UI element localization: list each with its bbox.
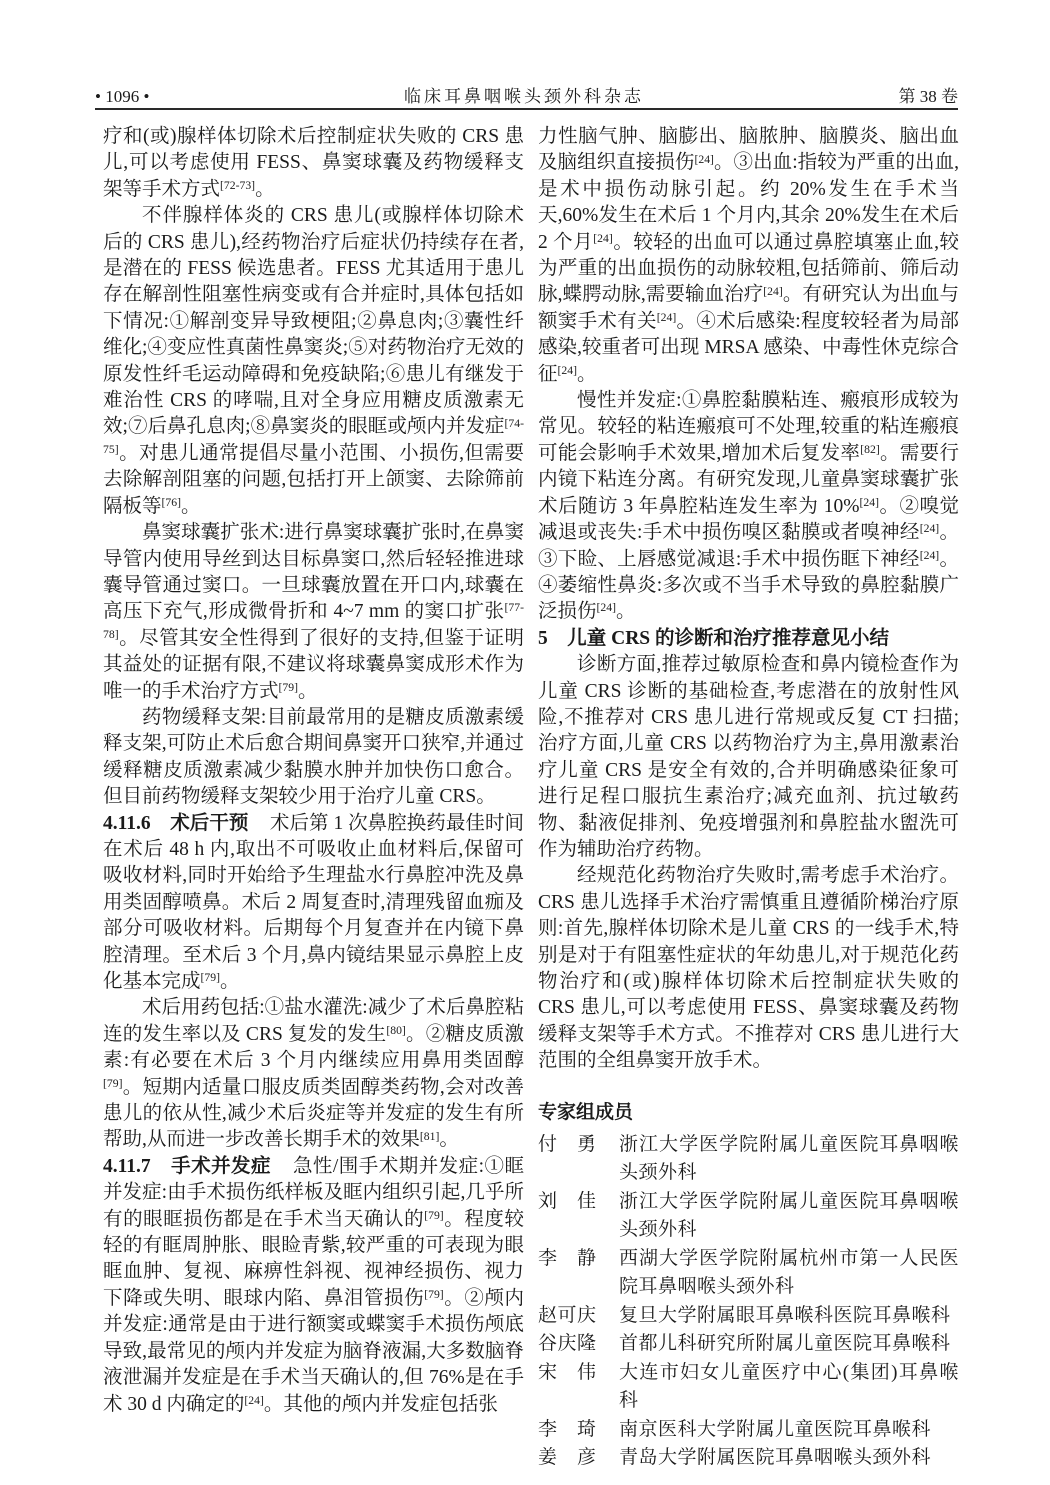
page-number: • 1096 •	[95, 87, 150, 106]
expert-name: 刘 佳	[538, 1190, 597, 1212]
expert-affiliation: 浙江大学医学院附属儿童医院耳鼻咽喉头颈外科	[619, 1133, 959, 1184]
expert-row	[538, 1131, 959, 1188]
paragraph	[103, 124, 524, 203]
paragraph	[103, 811, 524, 996]
paragraph-text: 慢性并发症:①鼻腔黏膜粘连、瘢痕形成较为常见。较轻的粘连瘢痕可不处理,较重的粘连瘢痕可能会影响手术效果,增加术后复发率[82]。需要行内镜下粘连分离。有研究发现,儿童鼻窦球囊扩张术后随访 3 年鼻腔粘连发生率为 10%[24]。②嗅觉减退或丧失:手术中损伤嗅区黏膜或者嗅神经[24]。③下睑、上唇感觉减退:手术中损伤眶下神经[24]。④萎缩性鼻炎:多次或不当手术导致的鼻腔黏膜广泛损伤[24]。	[538, 390, 959, 623]
paragraph-text: 鼻窦球囊扩张术:进行鼻窦球囊扩张时,在鼻窦导管内使用导丝到达目标鼻窦口,然后轻轻推进球囊导管通过窦口。一旦球囊放置在开口内,球囊在高压下充气,形成微骨折和 4~7 mm 的窦口扩张[77-78]。尽管其安全性得到了很好的支持,但鉴于证明其益处的证据有限,不建议将球囊鼻窦成形术作为唯一的手术治疗方式[79]。	[103, 522, 524, 702]
paragraph-text: 力性脑气肿、脑膨出、脑脓肿、脑膜炎、脑出血及脑组织直接损伤[24]。③出血:指较为严重的出血,是术中损伤动脉引起。约 20%发生在手术当天,60%发生在术后 1 个月内,其余 20%发生在术后 2 个月[24]。较轻的出血可以通过鼻腔填塞止血,较为严重的出血损伤的动脉较粗,包括筛前、筛后动脉,蝶腭动脉,需要输血治疗[24]。有研究认为出血与额窦手术有关[24]。④术后感染:程度较轻者为局部感染,较重者可出现 MRSA 感染、中毒性休克综合征[24]。	[538, 126, 959, 385]
expert-name: 谷庆隆	[538, 1333, 597, 1355]
header-rule	[95, 108, 958, 110]
expert-name: 李 琦	[538, 1418, 597, 1440]
run-in-section-heading: 4.11.7 手术并发症	[103, 1155, 272, 1177]
expert-row	[538, 1330, 959, 1359]
running-head	[95, 82, 958, 107]
expert-row	[538, 1444, 959, 1473]
paragraph-text: 不伴腺样体炎的 CRS 患儿(或腺样体切除术后的 CRS 患儿),经药物治疗后症状仍持续存在者,是潜在的 FESS 候选患者。FESS 尤其适用于患儿存在解剖性阻塞性病变或有合并症时,具体包括如下情况:①解剖变异导致梗阻;②鼻息肉;③囊性纤维化;④变应性真菌性鼻窦炎;⑤对药物治疗无效的原发性纤毛运动障碍和免疫缺陷;⑥患儿有继发于难治性 CRS 的哮喘,且对全身应用糖皮质激素无效;⑦后鼻孔息肉;⑧鼻窦炎的眼眶或颅内并发症[74-75]。对患儿通常提倡尽量小范围、小损伤,但需要去除解剖阻塞的问题,包括打开上颌窦、去除筛前隔板等[76]。	[103, 205, 524, 517]
expert-affiliation: 青岛大学附属医院耳鼻咽喉头颈外科	[619, 1447, 932, 1469]
paragraph	[538, 388, 959, 626]
expert-row	[538, 1416, 959, 1445]
paragraph	[103, 520, 524, 705]
left-column	[103, 124, 524, 1473]
paragraph	[103, 705, 524, 811]
expert-name: 姜 彦	[538, 1447, 597, 1469]
page-body	[103, 124, 959, 1473]
volume-label: 第 38 卷	[898, 87, 958, 106]
right-column-paragraphs	[538, 124, 959, 1075]
right-column	[538, 124, 959, 1473]
expert-affiliation: 复旦大学附属眼耳鼻喉科医院耳鼻喉科	[619, 1304, 951, 1326]
expert-affiliation: 首都儿科研究所附属儿童医院耳鼻喉科	[619, 1333, 951, 1355]
expert-list	[538, 1131, 959, 1473]
paragraph	[538, 124, 959, 388]
paragraph	[538, 626, 959, 652]
paragraph-text: 急性/围手术期并发症:①眶并发症:由手术损伤纸样板及眶内组织引起,几乎所有的眼眶损伤都是在手术当天确认的[79]。程度较轻的有眶周肿胀、眼睑青紫,较严重的可表现为眼眶血肿、复视、麻痹性斜视、视神经损伤、视力下降或失明、眼球内陷、鼻泪管损伤[79]。②颅内并发症:通常是由于进行额窦或蝶窦手术损伤颅底导致,最常见的颅内并发症为脑脊液漏,大多数脑脊液泄漏并发症是在手术当天确认的,但 76%是在手术 30 d 内确定的[24]。其他的颅内并发症包括张	[103, 1155, 524, 1415]
experts-heading: 专家组成员	[538, 1101, 634, 1123]
paragraph-text: 术后用药包括:①盐水灌洗:减少了术后鼻腔粘连的发生率以及 CRS 复发的发生[80]。②糖皮质激素:有必要在术后 3 个月内继续应用鼻用类固醇[79]。短期内适量口服皮质类固醇类药物,会对改善患儿的依从性,减少术后炎症等并发症的发生有所帮助,从而进一步改善长期手术的效果[81]。	[103, 997, 524, 1151]
expert-name: 赵可庆	[538, 1304, 597, 1326]
expert-affiliation: 西湖大学医学院附属杭州市第一人民医院耳鼻咽喉头颈外科	[619, 1247, 959, 1298]
paragraph-text: 术后第 1 次鼻腔换药最佳时间在术后 48 h 内,取出不可吸收止血材料后,保留可吸收材料,同时开始给予生理盐水行鼻腔冲洗及鼻用类固醇喷鼻。术后 2 周复查时,清理残留血痂及部分可吸收材料。后期每个月复查并在内镜下鼻腔清理。至术后 3 个月,鼻内镜结果显示鼻腔上皮化基本完成[79]。	[103, 812, 524, 992]
paragraph-text: 诊断方面,推荐过敏原检查和鼻内镜检查作为儿童 CRS 诊断的基础检查,考虑潜在的放射性风险,不推荐对 CRS 患儿进行常规或反复 CT 扫描;治疗方面,儿童 CRS 以药物治疗为主,鼻用激素治疗儿童 CRS 是安全有效的,合并明确感染征象可进行足程口服抗生素治疗;减充血剂、抗过敏药物、黏液促排剂、免疫增强剂和鼻腔盐水盥洗可作为辅助治疗药物。	[538, 654, 959, 860]
expert-row	[538, 1359, 959, 1416]
paragraph	[538, 863, 959, 1074]
paragraph	[103, 1154, 524, 1418]
journal-title: 临床耳鼻咽喉头颈外科杂志	[403, 87, 644, 106]
paragraph-text: 5 儿童 CRS 的诊断和治疗推荐意见小结	[538, 627, 890, 649]
paragraph-text: 经规范化药物治疗失败时,需考虑手术治疗。CRS 患儿选择手术治疗需慎重且遵循阶梯治疗原则:首先,腺样体切除术是儿童 CRS 的一线手术,特别是对于有阻塞性症状的年幼患儿,对于规范化药物治疗和(或)腺样体切除术后控制症状失败的 CRS 患儿,可以考虑使用 FESS、鼻窦球囊及药物缓释支架等手术方式。不推荐对 CRS 患儿进行大范围的全组鼻窦开放手术。	[538, 865, 959, 1072]
paragraph	[538, 652, 959, 863]
paragraph	[103, 995, 524, 1153]
expert-panel	[538, 1099, 959, 1473]
expert-affiliation: 浙江大学医学院附属儿童医院耳鼻咽喉头颈外科	[619, 1190, 959, 1241]
expert-name: 付 勇	[538, 1133, 597, 1155]
run-in-section-heading: 4.11.6 术后干预	[103, 812, 249, 834]
expert-name: 宋 伟	[538, 1361, 597, 1383]
expert-row	[538, 1245, 959, 1302]
expert-name: 李 静	[538, 1247, 597, 1269]
expert-row	[538, 1302, 959, 1331]
paragraph	[103, 203, 524, 520]
expert-affiliation: 大连市妇女儿童医疗中心(集团)耳鼻喉科	[619, 1361, 959, 1412]
paragraph-text: 疗和(或)腺样体切除术后控制症状失败的 CRS 患儿,可以考虑使用 FESS、鼻窦球囊及药物缓释支架等手术方式[72-73]。	[103, 126, 524, 200]
paragraph-text: 药物缓释支架:目前最常用的是糖皮质激素缓释支架,可防止术后愈合期间鼻窦开口狭窄,并通过缓释糖皮质激素减少黏膜水肿并加快伤口愈合。但目前药物缓释支架较少用于治疗儿童 CRS。	[103, 706, 524, 808]
expert-row	[538, 1188, 959, 1245]
expert-affiliation: 南京医科大学附属儿童医院耳鼻喉科	[619, 1418, 932, 1440]
